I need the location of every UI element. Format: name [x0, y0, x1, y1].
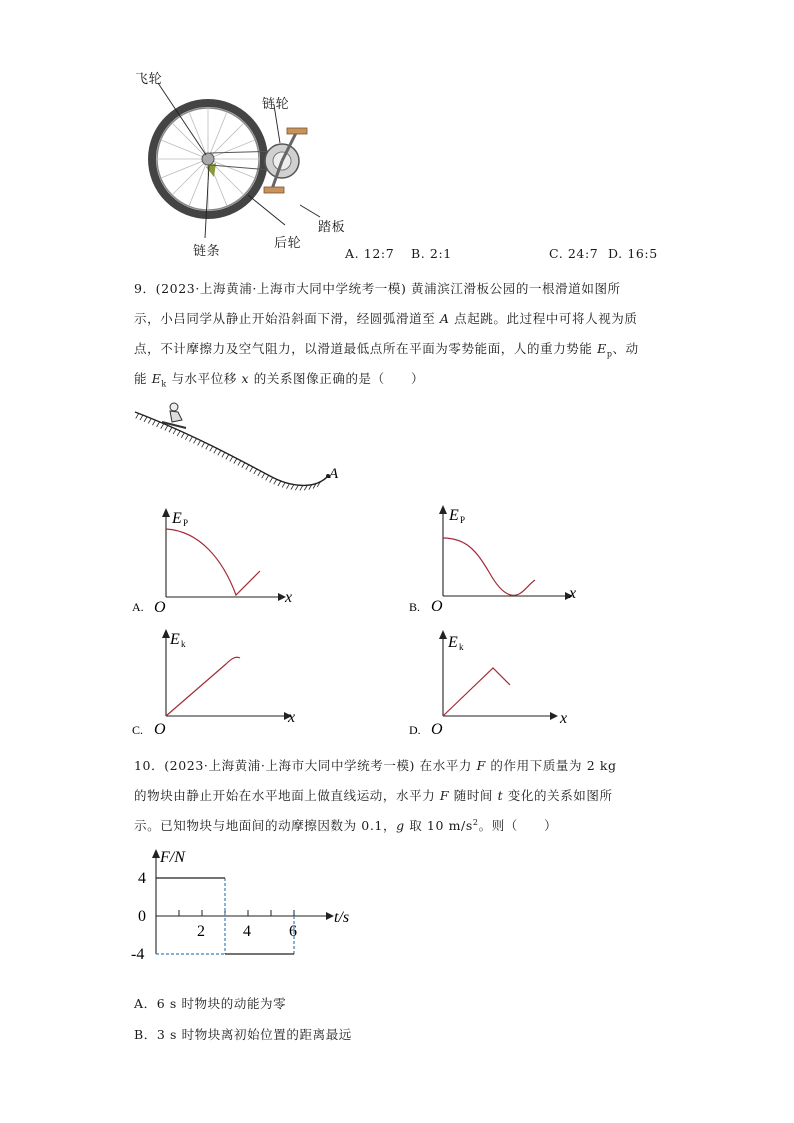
x-axis-arrow [326, 912, 334, 920]
rear-wheel-label: 后轮 [274, 236, 302, 251]
sprocket-label: 链轮 [262, 97, 290, 112]
graph-b-origin: O [431, 598, 443, 613]
option-d: D. 16:5 [608, 246, 658, 261]
point-a-label: A [329, 466, 339, 482]
pedal-top [287, 128, 307, 134]
x-tick-label: 4 [243, 923, 251, 940]
graph-d-origin: O [431, 721, 443, 737]
pedal-label: 踏板 [318, 220, 346, 235]
q10-line-2: 的物块由静止开始在水平地面上做直线运动，水平力 F 随时间 t 变化的关系如图所 [134, 788, 613, 803]
graph-c-option: C. [132, 723, 144, 736]
graph-a-origin: O [154, 599, 166, 613]
graph-d-option: D. [409, 723, 421, 737]
option-c: C. 24:7 [549, 246, 599, 261]
y-tick-label: 4 [138, 870, 146, 887]
graph-d [405, 627, 580, 737]
graph-c [128, 622, 303, 736]
graph-b-curve [443, 538, 535, 595]
option-b: B. 2:1 [411, 246, 452, 261]
flywheel-hub [202, 153, 214, 165]
graph-b-y-sub: P [460, 515, 466, 525]
y-axis-arrow [152, 849, 160, 858]
q10-option-b: B．3 s 时物块离初始位置的距离最远 [134, 1027, 352, 1042]
graph-c-y-label: E [170, 631, 180, 648]
graph-c-curve [166, 657, 240, 716]
graph-b-y-label: E [449, 507, 459, 524]
graph-d-curve [443, 668, 510, 716]
q9-line-1: 9．(2023·上海黄浦·上海市大同中学统考一模) 黄浦滨江滑板公园的一根滑道如图所 [134, 281, 621, 296]
pedal-bottom [264, 187, 284, 193]
x-tick-label: 6 [289, 923, 297, 940]
force-time-chart [128, 842, 358, 972]
y-tick-label: -4 [131, 946, 145, 963]
y-tick-label: 0 [138, 908, 146, 925]
graph-c-origin: O [154, 721, 166, 736]
graph-b [405, 500, 590, 613]
q9-line-3: 点，不计摩擦力及空气阻力，以滑道最低点所在平面为零势能面，人的重力势能 $E_p$、动 [134, 341, 639, 359]
q10-option-a: A．6 s 时物块的动能为零 [134, 996, 287, 1011]
flywheel-label: 飞轮 [135, 72, 163, 87]
q9-line-4: 能 $E_k$ 与水平位移 x 的关系图像正确的是（ ） [134, 371, 425, 389]
graph-c-y-sub: k [181, 639, 186, 649]
graph-a [128, 505, 303, 613]
graph-d-x-label: x [560, 710, 568, 727]
q10-line-3: 示。已知物块与地面间的动摩擦因数为 0.1，g 取 10 $m/s^2$。则（ ） [134, 817, 558, 833]
x-tick-label: 2 [197, 923, 205, 940]
q10-line-1: 10．(2023·上海黄浦·上海市大同中学统考一模) 在水平力 F 的作用下质量为 2 kg [134, 758, 617, 773]
option-a: A. 12:7 [345, 246, 395, 261]
graph-d-y-sub: k [459, 642, 464, 652]
graph-c-x-label: x [288, 709, 296, 726]
graph-a-option: A. [132, 600, 144, 613]
graph-a-curve [166, 529, 260, 595]
y-axis-label: F/N [160, 849, 185, 866]
graph-b-option: B. [409, 600, 421, 613]
x-axis-label: t/s [334, 909, 350, 926]
graph-a-y-sub: P [183, 518, 189, 528]
graph-d-y-label: E [448, 634, 458, 651]
graph-a-y-label: E [172, 510, 182, 527]
graph-a-x-label: x [285, 589, 293, 606]
q9-line-2: 示，小吕同学从静止开始沿斜面下滑，经圆弧滑道至 A 点起跳。此过程中可将人视为质 [134, 311, 638, 326]
chain-label: 链条 [193, 244, 221, 259]
graph-b-x-label: x [569, 585, 577, 602]
skateboard-ramp-figure [130, 398, 360, 496]
